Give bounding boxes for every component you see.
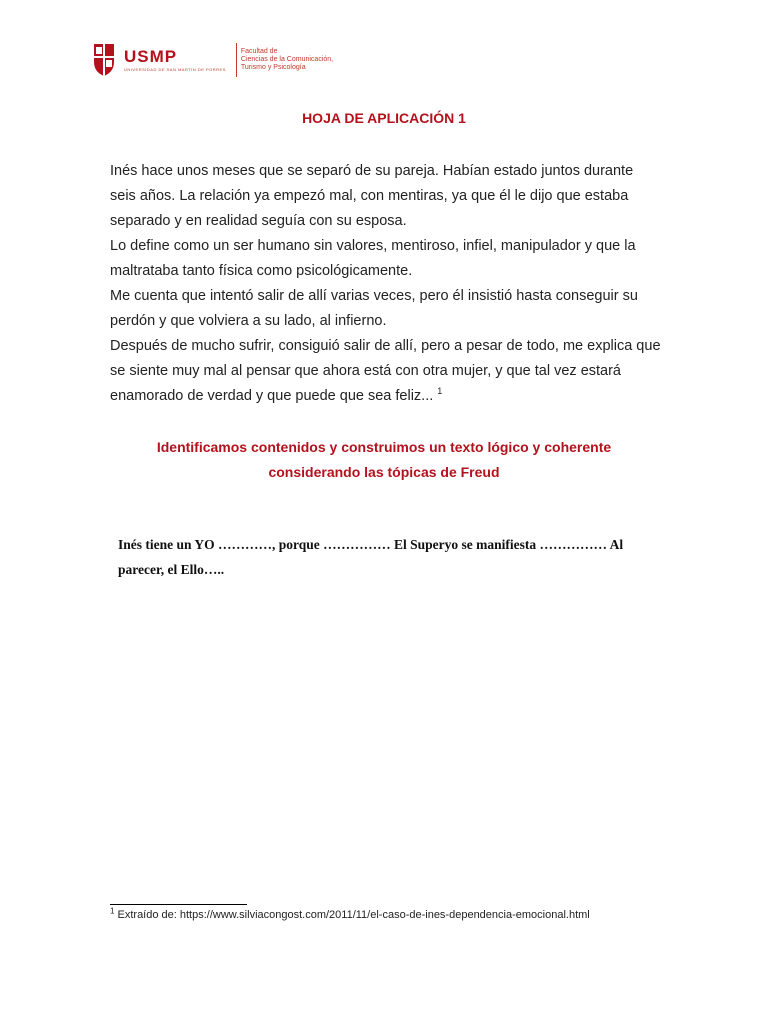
university-shield-icon — [92, 42, 116, 78]
paragraph: Me cuenta que intentó salir de allí varias veces, pero él insistió hasta conseguir su perdón y que volviera a su lado, al infierno. — [110, 288, 638, 329]
footnote — [110, 908, 630, 922]
footnote-reference[interactable]: 1 — [437, 386, 443, 397]
exercise-prompt: Inés tiene un YO …………, porque …………… El Superyo se manifiesta …………… Al parecer, el Ello….. — [118, 537, 624, 577]
case-text — [110, 159, 662, 409]
paragraph: Después de mucho sufrir, consiguió salir de allí, pero a pesar de todo, me explica que se siente muy mal al pensar que ahora está con otra mujer, y que tal vez estará enamorado de verdad y que puede que sea feliz... $^1$ — [110, 338, 661, 404]
footnote-separator — [110, 904, 247, 905]
footnote-text[interactable]: Extraído de: https://www.silviacongost.com/2011/11/el-caso-de-ines-dependencia-emocional.html — [114, 909, 590, 921]
page-title: HOJA DE APLICACIÓN 1 — [302, 110, 466, 126]
paragraph: Lo define como un ser humano sin valores, mentiroso, infiel, manipulador y que la maltrataba tanto física como psicológicamente. — [110, 238, 636, 279]
footnote-marker: 1 — [110, 906, 115, 916]
document-header — [92, 40, 333, 80]
brand-subtitle: UNIVERSIDAD DE SAN MARTÍN DE PORRES — [124, 66, 226, 72]
header-divider — [236, 43, 237, 77]
brand-name: USMP — [124, 46, 178, 66]
brand-block — [124, 48, 226, 73]
paragraph: Inés hace unos meses que se separó de su pareja. Habían estado juntos durante seis años. La relación ya empezó mal, con mentiras, ya que él le dijo que estaba separado y en realidad seguía con su esposa. — [110, 163, 634, 229]
activity-subtitle: Identificamos contenidos y construimos un texto lógico y coherente considerando las tópicas de Freud — [156, 439, 612, 480]
faculty-name: Facultad de Ciencias de la Comunicación, Turismo y Psicología — [240, 48, 334, 71]
